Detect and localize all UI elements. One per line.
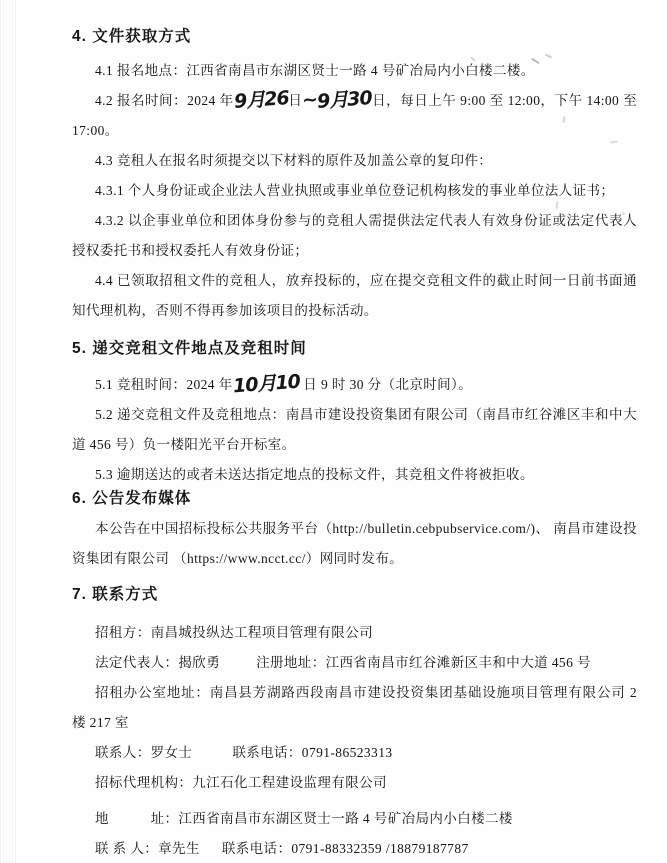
- contact1-line: [72, 738, 637, 768]
- item-5-3-late-rejection: 5.3 逾期送达的或者未送达指定地点的投标文件，其竞租文件将被拒收。: [95, 467, 534, 482]
- contact2-line: [72, 834, 637, 863]
- document-content: [72, 22, 637, 863]
- scan-edge-artifact: [0, 0, 16, 863]
- section-7-heading: 7. 联系方式: [72, 586, 159, 603]
- item-5-1-prefix: 5.1 竞租时间：2024 年: [95, 377, 233, 392]
- handwritten-end-date: 9月30: [316, 87, 373, 113]
- legal-rep-line: [72, 648, 637, 678]
- item-4-2-day-char: 日: [288, 93, 303, 108]
- registered-address: 注册地址：江西省南昌市红谷滩新区丰和中大道 456 号: [256, 655, 591, 670]
- item-4-1-signup-location: 4.1 报名地点：江西省南昌市东湖区贤士一路 4 号矿冶局内小白楼二楼。: [95, 63, 535, 78]
- contact1-name: 联系人：罗女士: [95, 745, 193, 760]
- item-4-3-1-id-certificates: 4.3.1 个人身份证或企业法人营业执照或事业单位登记机构核发的事业单位法人证书；: [95, 183, 615, 198]
- agency-address-line: 地 址：江西省南昌市东湖区贤士一路 4 号矿冶局内小白楼二楼: [95, 811, 513, 826]
- contact2-name: 联 系 人：章先生: [95, 841, 200, 856]
- item-4-2-suffix: 日，每日上午 9:00 至 12:00，下午 14:00 至 17:00。: [72, 93, 637, 138]
- item-4-2-signup-time: [72, 86, 637, 146]
- announcement-media-body: 本公告在中国招标投标公共服务平台（http://bulletin.cebpubservice.com/)、 南昌市建设投资集团有限公司 （https://www.ncct.cc/）网同时发布。: [72, 521, 637, 566]
- agency-line: 招标代理机构：九江石化工程建设监理有限公司: [95, 775, 387, 790]
- handwritten-start-date: 9月26: [232, 87, 290, 113]
- item-4-4-withdrawal-notice: 4.4 已领取招租文件的竞租人，放弃投标的，应在提交竞租文件的截止时间一日前书面通知代理机构，否则不得再参加该项目的投标活动。: [72, 273, 637, 318]
- item-5-2-submission-location: 5.2 递交竞租文件及竞租地点：南昌市建设投资集团有限公司（南昌市红谷滩区丰和中大道 456 号）负一楼阳光平台开标室。: [72, 407, 637, 452]
- contact1-phone: 联系电话：0791-86523313: [232, 745, 393, 760]
- handwritten-bid-date: 10月10: [231, 370, 301, 398]
- item-5-1-bid-time: [72, 370, 637, 400]
- section-6-heading: 6. 公告发布媒体: [72, 490, 192, 507]
- item-5-1-suffix: 日 9 时 30 分（北京时间）。: [299, 377, 473, 392]
- legal-representative: 法定代表人：揭欣勇: [95, 655, 221, 670]
- contact2-phone: 联系电话：0791-88332359 /18879187787: [221, 841, 469, 856]
- office-address-line: 招租办公室地址：南昌县芳湖路西段南昌市建设投资集团基础设施项目管理有限公司 2 楼 217 室: [72, 685, 637, 730]
- handwritten-tilde: ~: [301, 88, 319, 112]
- item-4-2-prefix: 4.2 报名时间：2024 年: [95, 93, 234, 108]
- item-4-3-2-authorization: 4.3.2 以企事业单位和团体身份参与的竞租人需提供法定代表人有效身份证或法定代表人授权委托书和授权委托人有效身份证；: [72, 213, 637, 258]
- item-4-3-materials: 4.3 竞租人在报名时须提交以下材料的原件及加盖公章的复印件：: [95, 153, 493, 168]
- lessor-line: 招租方：南昌城投纵达工程项目管理有限公司: [95, 625, 373, 640]
- section-5-heading: 5. 递交竞租文件地点及竞租时间: [72, 340, 307, 357]
- section-4-heading: 4. 文件获取方式: [72, 28, 192, 45]
